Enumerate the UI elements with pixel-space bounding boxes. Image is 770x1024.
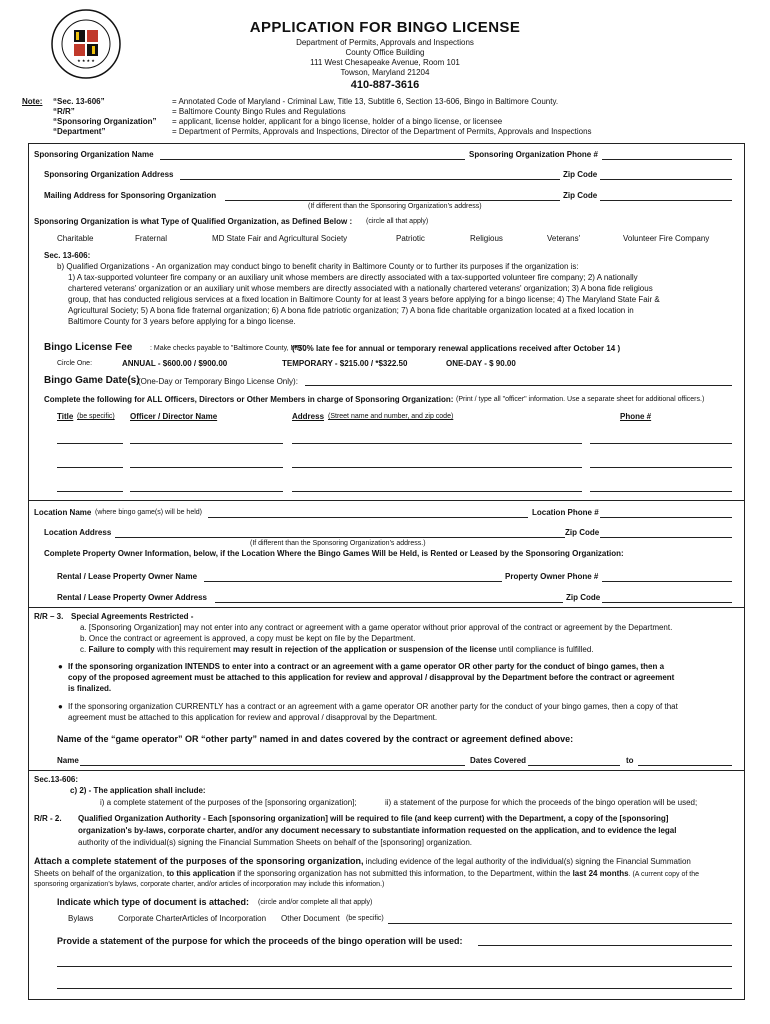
bullet1-line-3: is finalized. <box>68 684 112 693</box>
officer-3-phone[interactable] <box>590 491 732 492</box>
fee-annual[interactable]: ANNUAL - $600.00 / $900.00 <box>122 359 228 368</box>
app-item-ii: ii) a statement of the purpose for which the proceeds of the bingo operation will be used; <box>385 798 698 807</box>
officer-3-title[interactable] <box>57 491 123 492</box>
sec-line-3: group, that has conducted religious services at a fixed location in Baltimore County for at least 3 years before applying for a bingo license; 4) The Maryland State Fair & <box>68 295 660 304</box>
section-divider-3 <box>28 770 745 771</box>
rr2-label: R/R - 2. <box>34 814 62 823</box>
purpose-field-3[interactable] <box>57 988 732 989</box>
game-date-note: (One-Day or Temporary Bingo License Only): <box>138 377 298 386</box>
game-date-field[interactable] <box>305 385 732 386</box>
doc-other-field[interactable] <box>388 923 732 924</box>
note-term-1: “Sec. 13-606” <box>53 97 105 106</box>
note-def-1: = Annotated Code of Maryland - Criminal Law, Title 13, Subtitle 6, Section 13-606, Bingo in Baltimore County. <box>172 97 559 106</box>
fee-note: : Make checks payable to "Baltimore County, MD". <box>150 345 306 352</box>
officer-2-title[interactable] <box>57 467 123 468</box>
rr2-line-2: organization's by-laws, corporate charter, and/or any document necessary to substantiate information requested on the application, and to evidence the legal <box>78 826 677 835</box>
seal-icon <box>50 8 122 80</box>
game-date-label: Bingo Game Date(s) <box>44 375 140 386</box>
mailing-zip-field[interactable] <box>600 200 732 201</box>
officer-1-address[interactable] <box>292 443 582 444</box>
agreement-b: b. Once the contract or agreement is approved, a copy must be kept on file by the Department. <box>80 634 416 643</box>
fee-temporary[interactable]: TEMPORARY - $215.00 / *$322.50 <box>282 359 408 368</box>
org-type-label: Sponsoring Organization is what Type of Qualified Organization, as Defined Below : <box>34 217 353 226</box>
owner-address-field[interactable] <box>215 602 563 603</box>
owner-phone-field[interactable] <box>602 581 732 582</box>
fee-one-day[interactable]: ONE-DAY - $ 90.00 <box>446 359 516 368</box>
rr3-label: R/R – 3. <box>34 612 64 621</box>
sec-b-text: b) Qualified Organizations - An organization may conduct bingo to benefit charity in Baltimore County or to further its purposes if the organization is: <box>57 262 579 271</box>
fee-late-note: (*50% late fee for annual or temporary renewal applications received after October 14 ) <box>292 344 621 353</box>
owner-name-field[interactable] <box>204 581 502 582</box>
sec-line-4: Agricultural Society; 5) A bona fide fraternal organization; 6) A bona fide patriotic organization; 7) A bona fide charitable organization located at a fixed location in <box>68 306 634 315</box>
purpose-field-2[interactable] <box>57 966 732 967</box>
sponsor-address-label: Sponsoring Organization Address <box>44 170 174 179</box>
type-charitable[interactable]: Charitable <box>57 234 94 243</box>
doc-articles[interactable]: Articles of Incorporation <box>182 914 267 923</box>
col-address-header: Address <box>292 412 325 421</box>
location-zip-label: Zip Code <box>565 528 600 537</box>
bullet-icon: ● <box>58 702 63 711</box>
rr2-line-1: Qualified Organization Authority - Each [sponsoring organization] will be required to file (and keep current) with the Department, a copy of the [sponsoring] <box>78 814 669 823</box>
attach-line-2: Sheets on behalf of the organization, to this application if the sponsoring organization has not submitted this information, to the Department, within the last 24 months. (A current copy of the <box>34 869 700 878</box>
svg-text:★ ★ ★ ★: ★ ★ ★ ★ <box>77 58 95 63</box>
bullet1-line-2: copy of the proposed agreement must be attached to this application for review and approval / disapproval by the Department before the contract or agreement <box>68 673 675 682</box>
note-def-3: = applicant, license holder, applicant for a bingo license, holder of a bingo license, or licensee <box>172 117 503 126</box>
indicate-note: (circle and/or complete all that apply) <box>258 899 373 906</box>
sponsor-phone-label: Sponsoring Organization Phone # <box>469 150 598 159</box>
section-divider-2 <box>28 607 745 608</box>
note-term-2: “R/R” <box>53 107 75 116</box>
mailing-address-label: Mailing Address for Sponsoring Organization <box>44 191 217 200</box>
app-item-i: i) a complete statement of the purposes of the [sponsoring organization]; <box>100 798 357 807</box>
operator-heading: Name of the “game operator” OR “other party” named in and dates covered by the contract or agreement defined above: <box>57 734 574 744</box>
col-address-note: (Street name and number, and zip code) <box>328 413 454 420</box>
org-type-note: (circle all that apply) <box>366 218 429 225</box>
sponsor-address-field[interactable] <box>180 179 560 180</box>
circle-one-label: Circle One: <box>57 360 93 367</box>
section-divider-1 <box>28 500 745 501</box>
owner-heading: Complete Property Owner Information, below, if the Location Where the Bingo Games Will be Held, is Rented or Leased by the Sponsoring Organization: <box>44 549 624 558</box>
sec-line-2: chartered veterans' organization or an auxiliary unit whose members are directly associated with a nationally chartered veterans' organization; 3) A bona fide religious <box>68 284 653 293</box>
dates-to-label: to <box>626 756 634 765</box>
doc-other[interactable]: Other Document <box>281 914 340 923</box>
mailing-address-note: (If different than the Sponsoring Organization's address) <box>308 203 482 210</box>
officer-2-phone[interactable] <box>590 467 732 468</box>
operator-name-label: Name <box>57 756 79 765</box>
bullet-icon: ● <box>58 662 63 671</box>
agreements-heading: Special Agreements Restricted - <box>71 612 194 621</box>
agreement-a: a. [Sponsoring Organization] may not enter into any contract or agreement with a game operator without prior approval of the contract or agreement by the Department. <box>80 623 673 632</box>
location-address-field[interactable] <box>115 537 565 538</box>
officers-heading: Complete the following for ALL Officers, Directors or Other Members in charge of Sponsoring Organization: <box>44 395 454 404</box>
officer-3-address[interactable] <box>292 491 582 492</box>
city-state: Towson, Maryland 21204 <box>340 68 430 77</box>
col-phone-header: Phone # <box>620 412 652 421</box>
officers-note: (Print / type all "officer" information. Use a separate sheet for additional officers.) <box>456 396 705 403</box>
location-zip-field[interactable] <box>600 537 732 538</box>
app-c2: c) 2) - The application shall include: <box>70 786 206 795</box>
doc-bylaws[interactable]: Bylaws <box>68 914 94 923</box>
type-patriotic[interactable]: Patriotic <box>396 234 425 243</box>
type-volunteer-fire[interactable]: Volunteer Fire Company <box>623 234 710 243</box>
rr2-line-3: authority of the individual(s) signing the Financial Summation Sheets on behalf of the [sponsoring] organization. <box>78 838 473 847</box>
type-veterans[interactable]: Veterans' <box>547 234 581 243</box>
note-term-3: “Sponsoring Organization” <box>53 117 157 126</box>
officer-1-title[interactable] <box>57 443 123 444</box>
location-address-label: Location Address <box>44 528 112 537</box>
col-officer-header: Officer / Director Name <box>130 412 218 421</box>
location-name-note: (where bingo game(s) will be held) <box>95 509 202 516</box>
note-def-2: = Baltimore County Bingo Rules and Regulations <box>172 107 346 116</box>
bullet2-line-1: If the sponsoring organization CURRENTLY has a contract or an agreement with a game operator OR another party for the conduct of your bingo games, then a copy of that <box>68 702 678 711</box>
location-name-field[interactable] <box>208 517 528 518</box>
doc-other-note: (be specific) <box>346 915 384 922</box>
dept-name: Department of Permits, Approvals and Inspections <box>296 38 474 47</box>
officer-1-name[interactable] <box>130 443 283 444</box>
location-address-note: (If different than the Sponsoring Organization's address.) <box>250 540 426 547</box>
page-title: APPLICATION FOR BINGO LICENSE <box>249 19 521 36</box>
dates-to-field[interactable] <box>638 765 732 766</box>
purpose-label: Provide a statement of the purpose for which the proceeds of the bingo operation will be used: <box>57 936 463 946</box>
purpose-field-1[interactable] <box>478 945 732 946</box>
owner-name-label: Rental / Lease Property Owner Name <box>57 572 198 581</box>
note-label: Note: <box>22 97 43 106</box>
sponsor-zip-field[interactable] <box>600 179 732 180</box>
type-fraternal[interactable]: Fraternal <box>135 234 168 243</box>
sponsor-name-field[interactable] <box>160 159 465 160</box>
owner-zip-label: Zip Code <box>566 593 601 602</box>
county-seal <box>50 8 122 80</box>
attach-line-1: Attach a complete statement of the purposes of the sponsoring organization, including evidence of the legal authority of the individual(s) signing the Financial Summation <box>34 856 691 866</box>
bullet1-line-1: If the sponsoring organization INTENDS to enter into a contract or an agreement with a game operator OR other party for the conduct of bingo games, then a <box>68 662 665 671</box>
note-def-4: = Department of Permits, Approvals and Inspections, Director of the Department of Permits, Approvals and Inspections <box>172 127 592 136</box>
location-phone-field[interactable] <box>600 517 732 518</box>
operator-name-field[interactable] <box>80 765 465 766</box>
officer-2-name[interactable] <box>130 467 283 468</box>
sec-line-1: 1) A tax-supported volunteer fire company or an auxiliary unit whose members are directly associated with a tax-supported volunteer fire company; 2) A nationally <box>68 273 638 282</box>
dates-covered-label: Dates Covered <box>470 756 527 765</box>
sec-line-5: Baltimore County for 3 years before applying for a bingo license. <box>68 317 296 326</box>
attach-line-3: sponsoring organization's bylaws, corporate charter, and/or articles of incorporation may include this information.) <box>34 881 385 888</box>
indicate-label: Indicate which type of document is attached: <box>57 897 250 907</box>
type-state-fair[interactable]: MD State Fair and Agricultural Society <box>212 234 348 243</box>
sponsor-name-label: Sponsoring Organization Name <box>34 150 154 159</box>
location-phone-label: Location Phone # <box>532 508 599 517</box>
officer-1-phone[interactable] <box>590 443 732 444</box>
note-term-4: “Department” <box>53 127 106 136</box>
owner-zip-field[interactable] <box>602 602 732 603</box>
app-sec-label: Sec.13-606: <box>34 775 79 784</box>
col-title-header: Title <box>57 412 74 421</box>
street-address: 111 West Chesapeake Avenue, Room 101 <box>310 58 460 67</box>
type-religious[interactable]: Religious <box>470 234 503 243</box>
dept-phone: 410-887-3616 <box>350 79 420 91</box>
officer-2-address[interactable] <box>292 467 582 468</box>
building-name: County Office Building <box>345 48 425 57</box>
doc-corporate-charter[interactable]: Corporate Charter <box>118 914 183 923</box>
mailing-address-field[interactable] <box>225 200 560 201</box>
fee-label: Bingo License Fee <box>44 342 133 353</box>
dates-from-field[interactable] <box>528 765 620 766</box>
officer-3-name[interactable] <box>130 491 283 492</box>
owner-phone-label: Property Owner Phone # <box>505 572 599 581</box>
bullet2-line-2: agreement must be attached to this application for review and approval / disapproval by the Department. <box>68 713 438 722</box>
mailing-zip-label: Zip Code <box>563 191 598 200</box>
owner-address-label: Rental / Lease Property Owner Address <box>57 593 207 602</box>
location-name-label: Location Name <box>34 508 92 517</box>
agreement-c: c. Failure to comply with this requirement may result in rejection of the application or suspension of the license until compliance is fulfilled. <box>80 645 594 654</box>
col-title-note: (be specific) <box>77 413 115 420</box>
sponsor-zip-label: Zip Code <box>563 170 598 179</box>
sec-13606-label: Sec. 13-606: <box>44 251 91 260</box>
sponsor-phone-field[interactable] <box>602 159 732 160</box>
